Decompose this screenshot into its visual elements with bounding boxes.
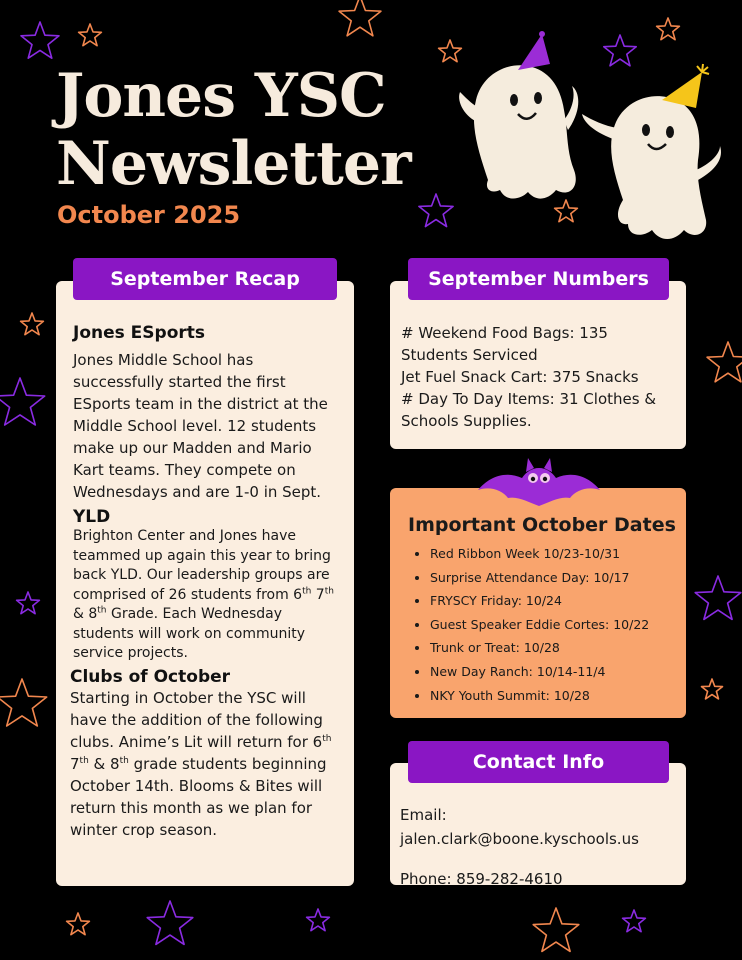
numbers-snack-cart: Jet Fuel Snack Cart: 375 Snacks [401, 368, 639, 386]
title-line-2: Newsletter [56, 129, 411, 199]
star-outline-icon [338, 0, 382, 40]
numbers-card [390, 281, 686, 449]
contact-tab: Contact Info [408, 741, 669, 783]
newsletter-date: October 2025 [57, 201, 241, 229]
date-item: • Guest Speaker Eddie Cortes: 10/22 [430, 613, 676, 637]
star-outline-icon [706, 342, 742, 386]
star-outline-icon [694, 576, 742, 624]
dates-list [408, 542, 676, 707]
date-item: • New Day Ranch: 10/14-11/4 [430, 660, 676, 684]
title-line-1: Jones YSC [56, 61, 386, 131]
bat-icon [478, 456, 600, 518]
esports-text: Jones Middle School has successfully started the first ESports team in the district at the Middle School level. 12 students make up our Madden and Mario Kart teams. They compete on Wednesdays and are 1-0 in Sept. [73, 351, 328, 501]
numbers-tab: September Numbers [408, 258, 669, 300]
esports-heading: Jones ESports [73, 323, 206, 343]
star-outline-icon [306, 909, 330, 933]
star-outline-icon [66, 913, 90, 937]
recap-card [56, 281, 354, 886]
date-item: • Trunk or Treat: 10/28 [430, 636, 676, 660]
star-outline-icon [78, 24, 102, 48]
star-outline-icon [20, 313, 44, 337]
date-item: • Surprise Attendance Day: 10/17 [430, 566, 676, 590]
star-outline-icon [532, 908, 580, 956]
star-outline-icon [622, 910, 646, 934]
star-outline-icon [0, 679, 48, 731]
ghost-party-hat-icon [448, 30, 738, 250]
star-outline-icon [16, 592, 40, 616]
clubs-heading: Clubs of October [70, 666, 231, 687]
star-outline-icon [146, 901, 194, 949]
dates-heading: Important October Dates [408, 514, 676, 536]
newsletter-title [56, 62, 411, 198]
clubs-text: Starting in October the YSC will have the addition of the following clubs. Anime’s Lit will return for 6th 7th & 8th grade students beginning October 14th. Blooms & Bites will return this month as we plan for winter crop season. [70, 688, 332, 839]
date-item: • FRYSCY Friday: 10/24 [430, 589, 676, 613]
contact-email[interactable]: Email: jalen.clark@boone.kyschools.us [400, 806, 639, 848]
date-item: • Red Ribbon Week 10/23-10/31 [430, 542, 676, 566]
recap-tab: September Recap [73, 258, 337, 300]
dates-card [390, 488, 686, 718]
numbers-food-bags: # Weekend Food Bags: 135 Students Serviced [401, 324, 608, 364]
star-outline-icon [701, 679, 723, 701]
yld-heading: YLD [73, 507, 111, 527]
numbers-day-items: # Day To Day Items: 31 Clothes & Schools Supplies. [401, 390, 657, 430]
star-outline-icon [0, 378, 46, 430]
star-outline-icon [20, 22, 60, 62]
contact-phone[interactable]: Phone: 859-282-4610 [400, 870, 563, 888]
date-item: • NKY Youth Summit: 10/28 [430, 684, 676, 708]
yld-text: Brighton Center and Jones have teammed up again this year to bring back YLD. Our leadership groups are comprised of 26 students from 6th 7th & 8th Grade. Each Wednesday students will work on community service projects. [73, 528, 334, 661]
